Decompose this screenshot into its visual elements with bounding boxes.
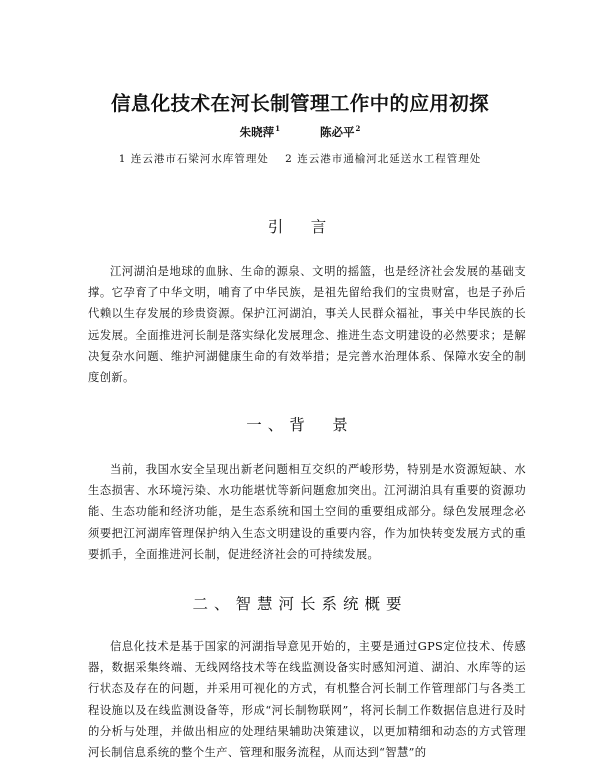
- affiliations: [0, 151, 600, 166]
- author-name: 朱晓萍: [239, 125, 275, 139]
- paper-title: 信息化技术在河长制管理工作中的应用初探: [110, 92, 490, 115]
- section-paragraph-background: 当前，我国水安全呈现出新老问题相互交织的严峻形势，特别是水资源短缺、水生态损害、水环境污染、水功能堪忧等新问题愈加突出。江河湖泊具有重要的资源功能、生态功能和经济功能，是生态系统和国土空间的重要组成部分。绿色发展理念必须要把江河湖库管理保护纳入生态文明建设的重要内容，作为加快转变发展方式的重要抓手，全面推进河长制，促进经济社会的可持续发展。: [88, 463, 526, 561]
- section-heading-intro: 引 言: [267, 218, 333, 236]
- section-paragraph-intro: 江河湖泊是地球的血脉、生命的源泉、文明的摇篮，也是经济社会发展的基础支撑。它孕育了中华文明，哺育了中华民族，是祖先留给我们的宝贵财富，也是子孙后代赖以生存发展的珍贵资源。保护江河湖泊，事关人民群众福祉，事关中华民族的长远发展。全面推进河长制是落实绿化发展理念、推进生态文明建设的必然要求；是解决复杂水问题、维护河湖健康生命的有效举措；是完善水治理体系、保障水安全的制度创新。: [88, 265, 526, 385]
- affiliation: 2 连云港市通榆河北延送水工程管理处: [285, 153, 482, 165]
- author: [320, 125, 360, 139]
- author-list: [0, 124, 600, 140]
- section-paragraph-overview: 信息化技术是基于国家的河湖指导意见开始的，主要是通过GPS定位技术、传感器，数据采集终端、无线网络技术等在线监测设备实时感知河道、湖泊、水库等的运行状态及存在的问题，并采用可视化的方式，有机整合河长制工作管理部门与各类工程设施以及在线监测设备等，形成“河长制物联网”，将河长制工作数据信息进行及时的分析与处理，并做出相应的处理结果辅助决策建议，以更加精细和动态的方式管理河长制信息系统的整个生产、管理和服务流程，从而达到“智慧”的: [88, 640, 526, 760]
- section-heading-overview: 二、智慧河长系统概要: [192, 595, 408, 613]
- section-heading-background: 一、背 景: [246, 416, 354, 434]
- author: [240, 125, 280, 139]
- author-sup: 2: [355, 124, 361, 133]
- author-name: 陈必平: [320, 125, 355, 139]
- author-sup: 1: [275, 124, 280, 133]
- affiliation: 1 连云港市石梁河水库管理处: [118, 153, 269, 165]
